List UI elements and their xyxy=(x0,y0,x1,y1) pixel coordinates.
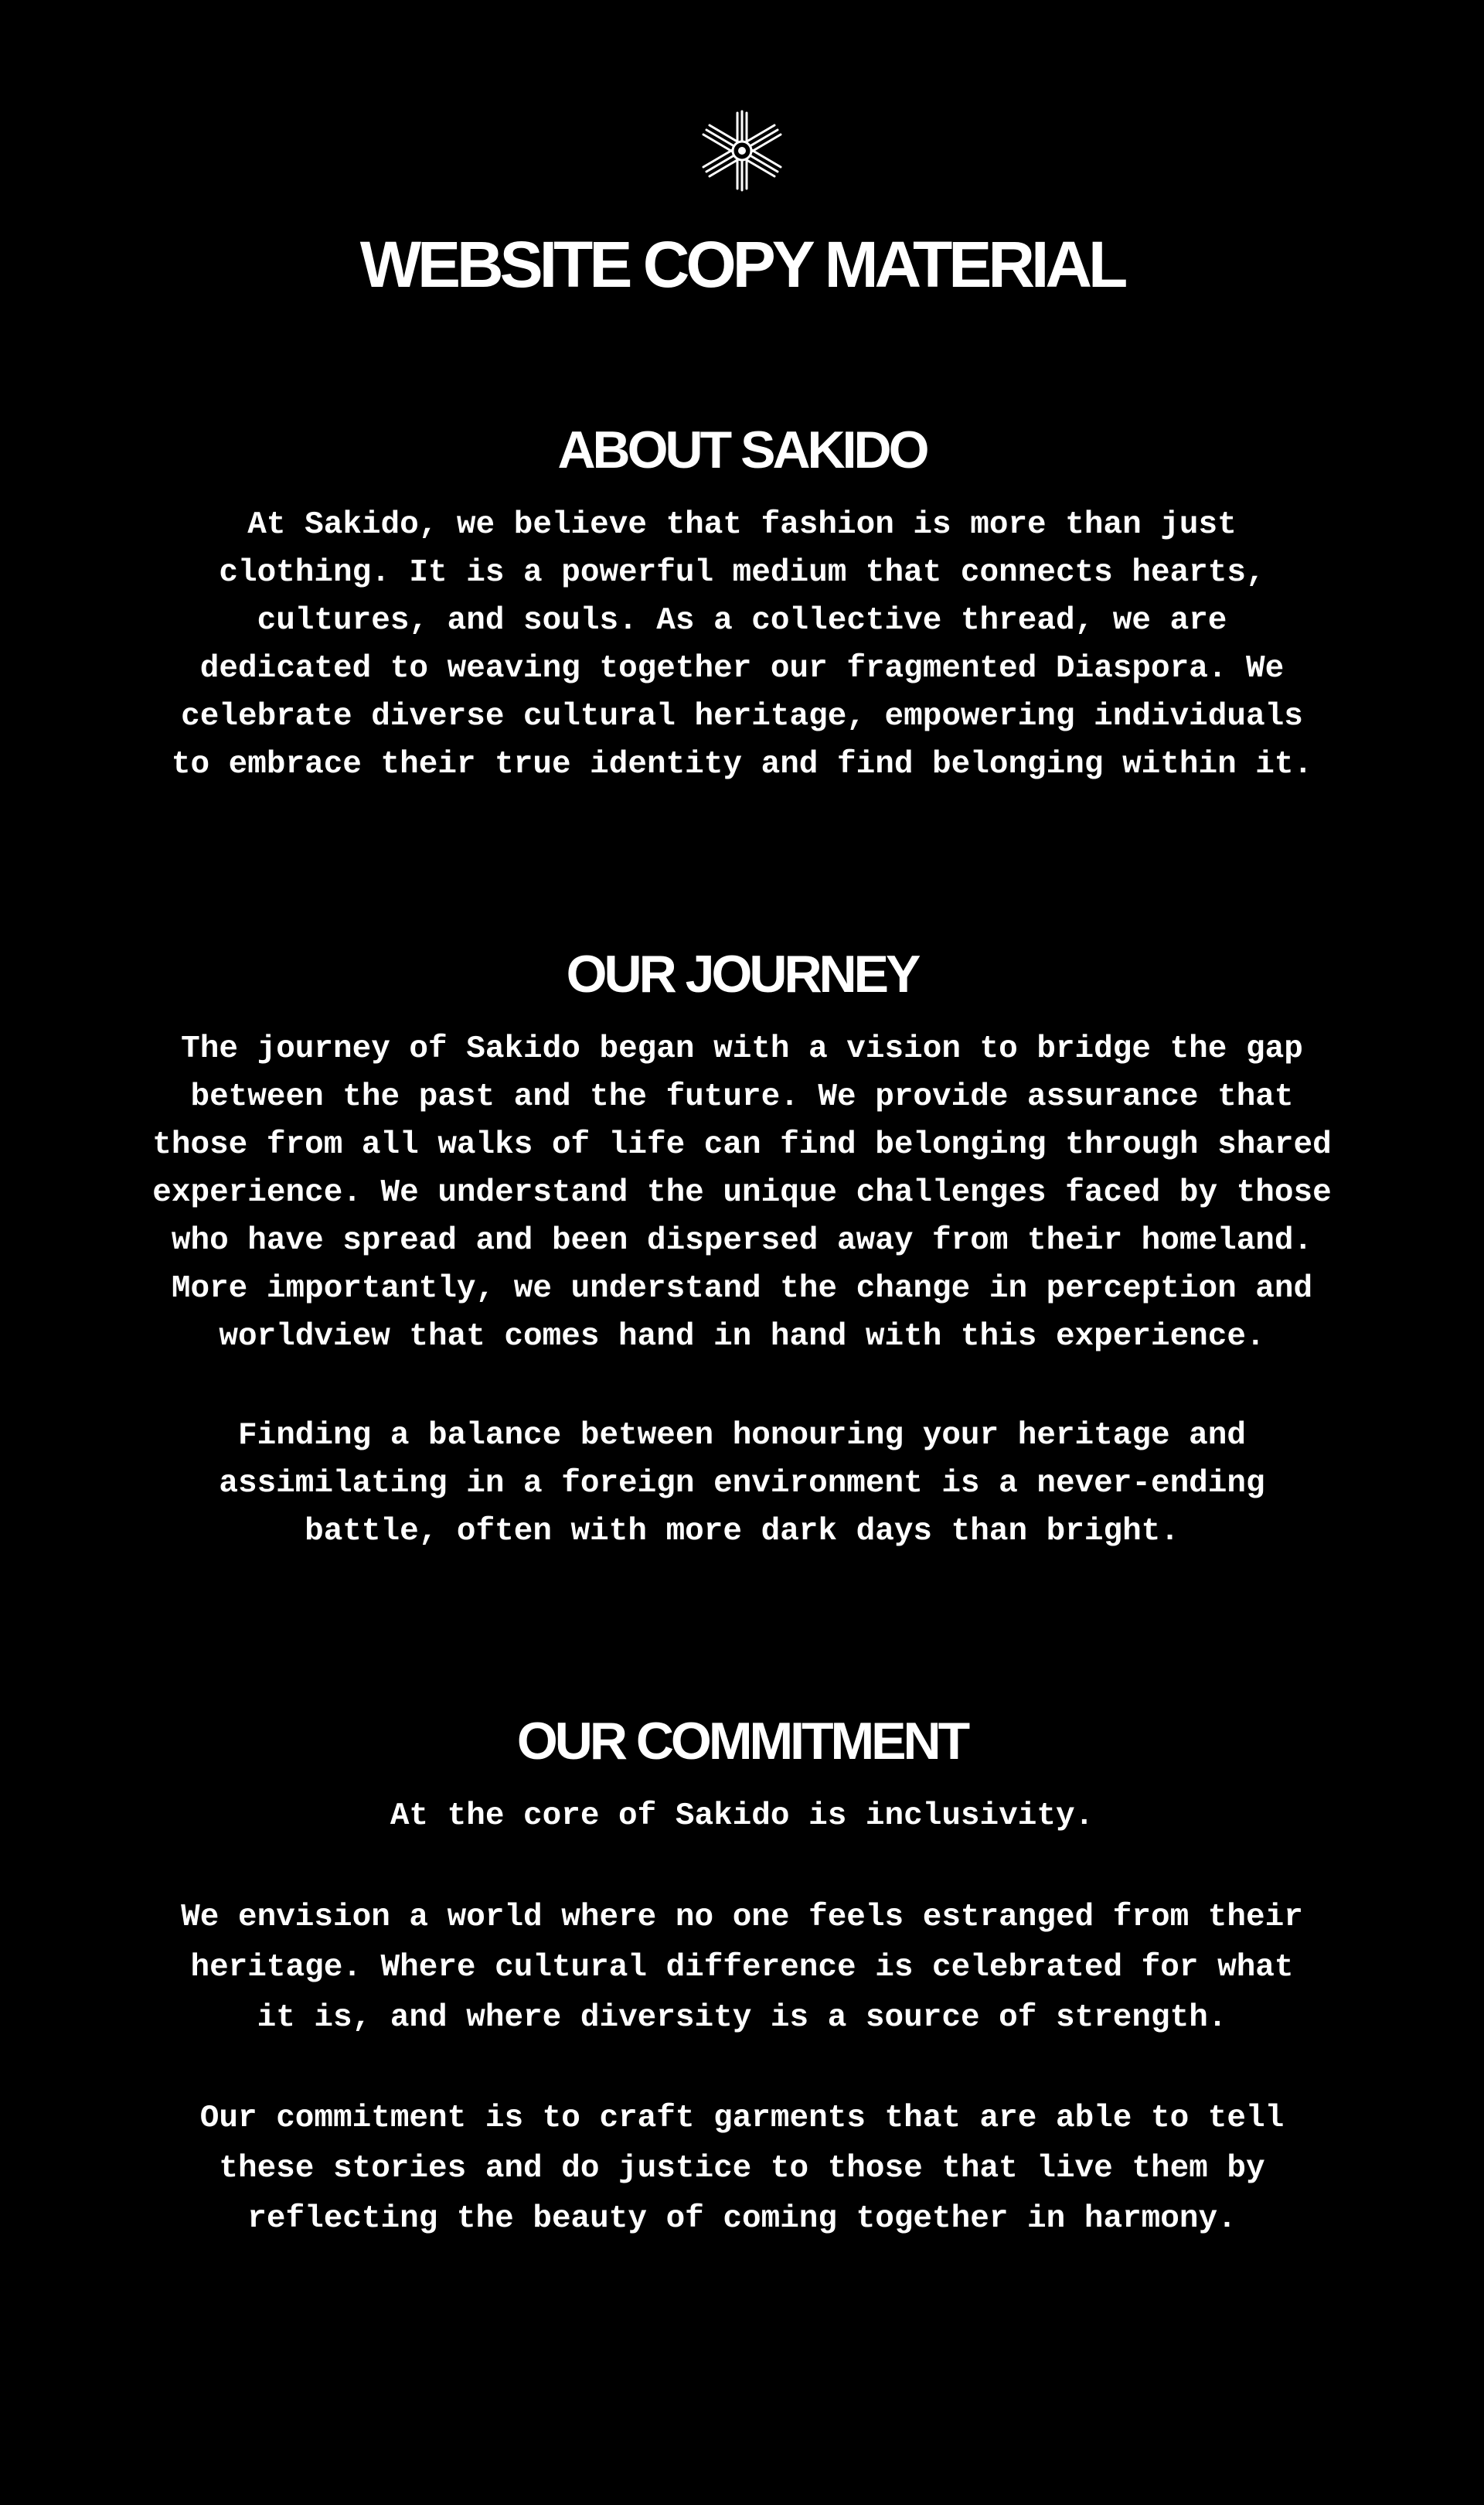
commitment-paragraph-3 xyxy=(0,2094,1484,2244)
text-line: these stories and do justice to those that live them by xyxy=(219,2151,1265,2186)
journey-heading: OUR JOURNEY xyxy=(566,945,918,1004)
text-line: Our commitment is to craft garments that are able to tell xyxy=(199,2101,1285,2136)
about-heading: ABOUT SAKIDO xyxy=(557,421,927,479)
text-line: dedicated to weaving together our fragmented Diaspora. We xyxy=(199,651,1285,687)
text-line: experience. We understand the unique challenges faced by those xyxy=(152,1175,1332,1211)
commitment-paragraph-1 xyxy=(0,1792,1484,1840)
text-line: assimilating in a foreign environment is a never-ending xyxy=(219,1466,1265,1501)
text-line: those from all walks of life can find belonging through shared xyxy=(152,1127,1332,1163)
text-line: cultures, and souls. As a collective thread, we are xyxy=(257,603,1227,639)
commitment-paragraph-2 xyxy=(0,1893,1484,2043)
text-line: between the past and the future. We provide assurance that xyxy=(190,1079,1294,1115)
text-line: worldview that comes hand in hand with this experience. xyxy=(219,1319,1265,1355)
sakido-star-logo-icon xyxy=(696,108,788,193)
text-line: to embrace their true identity and find belonging within it. xyxy=(171,747,1313,782)
text-line: celebrate diverse cultural heritage, empowering individuals xyxy=(181,699,1303,734)
text-line: We envision a world where no one feels estranged from their xyxy=(181,1900,1303,1935)
journey-paragraph-1 xyxy=(0,1025,1484,1361)
commitment-heading: OUR COMMITMENT xyxy=(516,1712,968,1771)
text-line: battle, often with more dark days than bright. xyxy=(305,1514,1179,1549)
text-line: At the core of Sakido is inclusivity. xyxy=(390,1798,1094,1834)
text-line: heritage. Where cultural difference is celebrated for what xyxy=(190,1950,1294,1985)
text-line: The journey of Sakido began with a vision to bridge the gap xyxy=(181,1031,1303,1067)
journey-paragraph-2 xyxy=(0,1412,1484,1556)
about-paragraph xyxy=(0,501,1484,789)
text-line: reflecting the beauty of coming together in harmony. xyxy=(247,2201,1237,2237)
text-line: it is, and where diversity is a source of strength. xyxy=(257,2000,1227,2036)
text-line: At Sakido, we believe that fashion is more than just xyxy=(247,507,1237,543)
page-title: WEBSITE COPY MATERIAL xyxy=(359,228,1125,301)
text-line: More importantly, we understand the change in perception and xyxy=(171,1271,1313,1307)
text-line: clothing. It is a powerful medium that connects hearts, xyxy=(219,555,1265,591)
text-line: Finding a balance between honouring your heritage and xyxy=(237,1418,1246,1454)
text-line: who have spread and been dispersed away from their homeland. xyxy=(171,1223,1313,1259)
